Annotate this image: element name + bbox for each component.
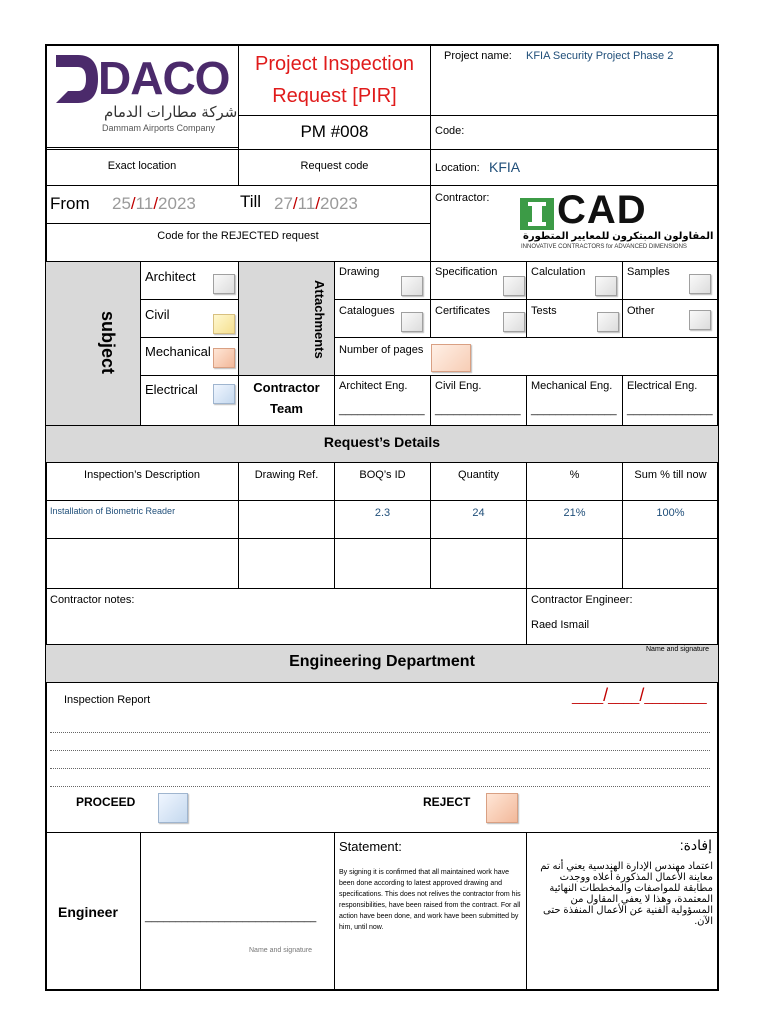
statement-cell (334, 832, 527, 991)
attachment-samples[interactable] (622, 261, 719, 300)
subject-header (45, 261, 141, 426)
subject-architect-label: Architect (145, 269, 196, 284)
number-of-pages-cell (334, 337, 719, 376)
table-row (45, 500, 239, 539)
rejected-code-cell (45, 223, 431, 262)
attachment-calculation-label: Calculation (531, 266, 586, 278)
from-year: 2023 (158, 194, 196, 213)
logo-arabic: شركة مطارات الدمام (104, 104, 238, 121)
number-of-pages-input[interactable] (431, 344, 471, 372)
tests-checkbox[interactable] (597, 312, 619, 332)
from-month: 11 (135, 194, 154, 213)
subject-mechanical[interactable] (140, 337, 239, 376)
inspection-date-slash-2: / (639, 685, 645, 705)
team-architect-label: Architect Eng. (339, 380, 408, 392)
inspection-date-year: ________ (644, 688, 707, 704)
row1-boq-id: 2.3 (374, 507, 391, 519)
row2-drawing-ref-cell[interactable] (238, 538, 335, 589)
proceed-label: PROCEED (76, 795, 136, 809)
from-date (112, 194, 196, 214)
cad-logo-text: CAD (557, 188, 647, 232)
col-header-boq-id-text: BOQ’s ID (359, 469, 406, 481)
from-slash-1: / (130, 194, 136, 213)
attachment-drawing-label: Drawing (339, 266, 380, 278)
contractor-cell (430, 185, 719, 262)
attachment-catalogues[interactable] (334, 299, 431, 338)
contractor-team-line-1: Contractor (253, 380, 320, 395)
request-code-cell (238, 149, 431, 186)
contractor-notes-label: Contractor notes: (50, 594, 135, 606)
location-cell (430, 149, 719, 186)
certificates-checkbox[interactable] (503, 312, 525, 332)
subject-civil-label: Civil (145, 307, 170, 322)
catalogues-checkbox[interactable] (401, 312, 423, 332)
pm-number-cell (238, 115, 431, 150)
col-header-quantity (430, 462, 527, 501)
contractor-engineer-cell (526, 588, 719, 645)
team-civil (430, 375, 527, 426)
contractor-engineer-name: Raed Ismail (531, 619, 590, 631)
till-slash-1: / (292, 194, 298, 213)
row1-quantity-cell[interactable] (430, 500, 527, 539)
request-details-band (45, 425, 719, 463)
inspection-report-area (45, 682, 719, 833)
arabic-statement-cell (526, 832, 719, 991)
engineer-signature-line: ____________________________ (145, 911, 317, 923)
attachment-tests-label: Tests (531, 305, 557, 317)
subject-architect[interactable] (140, 261, 239, 300)
daco-logo-icon (52, 51, 104, 107)
col-header-boq-id (334, 462, 431, 501)
attachment-other-label: Other (627, 305, 655, 317)
subject-electrical-label: Electrical (145, 382, 198, 397)
attachment-tests[interactable] (526, 299, 623, 338)
attachment-specification[interactable] (430, 261, 527, 300)
code-label: Code: (435, 125, 465, 137)
title-line-1: Project Inspection (255, 53, 414, 75)
reject-checkbox[interactable] (486, 793, 518, 823)
row1-sum-percent: 100% (656, 507, 685, 519)
subject-electrical[interactable] (140, 375, 239, 426)
report-line-4[interactable] (50, 786, 710, 787)
engineering-band (45, 644, 719, 683)
attachment-certificates-label: Certificates (435, 305, 491, 317)
from-label: From (50, 194, 90, 213)
engineer-signature-cell[interactable] (140, 832, 335, 991)
title-cell (238, 44, 431, 116)
row1-percent-cell[interactable] (526, 500, 623, 539)
team-mechanical-label: Mechanical Eng. (531, 380, 613, 392)
specification-checkbox[interactable] (503, 276, 525, 296)
contractor-notes-cell[interactable] (45, 588, 527, 645)
col-header-percent-text: % (569, 469, 580, 481)
from-slash-2: / (153, 194, 159, 213)
exact-location-label: Exact location (107, 160, 177, 172)
row2-sum-cell[interactable] (622, 538, 719, 589)
logo-text: DACO (98, 52, 230, 104)
from-day: 25 (112, 194, 131, 213)
other-checkbox[interactable] (689, 310, 711, 330)
calculation-checkbox[interactable] (595, 276, 617, 296)
team-civil-blank[interactable]: ______________ (435, 404, 521, 416)
samples-checkbox[interactable] (689, 274, 711, 294)
code-cell (430, 115, 719, 150)
attachments-label: Attachments (312, 280, 327, 359)
inspection-date-slash-1: / (603, 685, 609, 705)
subject-civil[interactable] (140, 299, 239, 338)
team-architect (334, 375, 431, 426)
till-date (274, 194, 358, 214)
electrical-checkbox[interactable] (213, 384, 235, 404)
pm-number: PM #008 (300, 122, 369, 141)
logo-english: Dammam Airports Company (102, 123, 216, 133)
project-name-cell (430, 44, 719, 116)
col-header-description (45, 462, 239, 501)
attachment-calculation[interactable] (526, 261, 623, 300)
attachment-certificates[interactable] (430, 299, 527, 338)
col-header-drawing-ref-text: Drawing Ref. (254, 469, 319, 481)
team-electrical-label: Electrical Eng. (627, 380, 698, 392)
inspection-date-month: ____ (608, 688, 640, 704)
col-header-sum-percent (622, 462, 719, 501)
inspection-date[interactable] (572, 685, 707, 706)
logo-cell (45, 44, 239, 148)
col-header-description-text: Inspection’s Description (84, 469, 200, 481)
drawing-checkbox[interactable] (401, 276, 423, 296)
architect-checkbox[interactable] (213, 274, 235, 294)
team-mechanical (526, 375, 623, 426)
till-year: 2023 (320, 194, 358, 213)
till-label: Till (240, 192, 262, 211)
row2-description-cell[interactable] (45, 538, 239, 589)
row1-quantity: 24 (472, 507, 485, 519)
request-code-label: Request code (300, 160, 369, 172)
contractor-team-header (238, 375, 335, 426)
location-value: KFIA (489, 159, 521, 175)
col-header-sum-percent-text: Sum % till now (634, 469, 707, 481)
team-electrical (622, 375, 719, 426)
statement-text: By signing it is confirmed that all maintained work have been done according to latest approved drawing and specifications. This does not relives the contractor from his responsibilities, have been raised from the contract. For all action have been done, and work have been submitted by him, until now. (339, 869, 521, 931)
engineering-name-signature: Name and signature (646, 646, 710, 653)
contractor-label: Contractor: (435, 192, 490, 204)
engineer-label: Engineer (58, 904, 118, 920)
contractor-team-line-2: Team (270, 401, 303, 416)
row1-description[interactable]: Installation of Biometric Reader (50, 506, 176, 516)
arabic-statement-text: اعتماد مهندس الإدارة الهندسية يعني أنه تم معاينة الأعمال المذكورة أعلاه ووجدت مطابقة للمواصفات والمخططات النهائية المعتمدة، وهذا لا يعفي المقاول من المسؤولية الفنية عن الأعمال المنفذة حتى الآن. (540, 861, 713, 927)
report-line-1[interactable] (50, 732, 710, 733)
project-name-label: Project name: (444, 50, 512, 62)
inspection-report-label: Inspection Report (64, 694, 151, 706)
team-mechanical-blank[interactable]: ______________ (531, 404, 617, 416)
statement-title: Statement: (339, 839, 402, 854)
request-details-title: Request’s Details (323, 434, 441, 450)
team-electrical-blank[interactable]: ______________ (627, 404, 713, 416)
exact-location-cell (45, 149, 239, 186)
attachment-other[interactable] (622, 299, 719, 338)
row2-quantity-cell[interactable] (430, 538, 527, 589)
proceed-checkbox[interactable] (158, 793, 188, 823)
contractor-engineer-label: Contractor Engineer: (531, 594, 633, 606)
title-line-2: Request [PIR] (272, 85, 397, 107)
report-line-2[interactable] (50, 750, 710, 751)
engineer-name-signature: Name and signature (249, 947, 313, 954)
cad-logo-icon (520, 198, 554, 230)
row2-boq-cell[interactable] (334, 538, 431, 589)
subject-label: subject (98, 310, 119, 375)
subject-mechanical-label: Mechanical (145, 344, 211, 359)
mechanical-checkbox[interactable] (213, 348, 235, 368)
team-architect-blank[interactable]: ______________ (339, 404, 425, 416)
number-of-pages-label: Number of pages (339, 344, 424, 356)
cad-logo-english: INNOVATIVE CONTRACTORS for ADVANCED DIMENSIONS (521, 244, 687, 250)
arabic-statement-title: إفادة: (679, 837, 712, 853)
till-day: 27 (274, 194, 293, 213)
row1-boq-cell[interactable] (334, 500, 431, 539)
attachments-header (238, 261, 335, 376)
row1-drawing-ref-cell[interactable] (238, 500, 335, 539)
attachment-samples-label: Samples (627, 266, 670, 278)
engineering-title: Engineering Department (289, 653, 475, 670)
dates-cell (45, 185, 431, 224)
row1-sum-cell[interactable] (622, 500, 719, 539)
col-header-drawing-ref (238, 462, 335, 501)
rejected-code-label: Code for the REJECTED request (157, 230, 319, 242)
till-month: 11 (297, 194, 316, 213)
location-label: Location: (435, 162, 480, 174)
civil-checkbox[interactable] (213, 314, 235, 334)
attachment-specification-label: Specification (435, 266, 498, 278)
cad-logo-arabic: المقاولون المبتكرون للمعايير المتطورة (523, 231, 714, 242)
row2-percent-cell[interactable] (526, 538, 623, 589)
inspection-date-day: ____ (572, 688, 604, 704)
report-line-3[interactable] (50, 768, 710, 769)
col-header-quantity-text: Quantity (458, 469, 499, 481)
reject-label: REJECT (423, 795, 471, 809)
attachment-drawing[interactable] (334, 261, 431, 300)
project-name-value: KFIA Security Project Phase 2 (526, 50, 674, 62)
col-header-percent (526, 462, 623, 501)
till-slash-2: / (315, 194, 321, 213)
engineer-label-cell (45, 832, 141, 991)
team-civil-label: Civil Eng. (435, 380, 482, 392)
row1-percent: 21% (563, 507, 586, 519)
attachment-catalogues-label: Catalogues (339, 305, 395, 317)
